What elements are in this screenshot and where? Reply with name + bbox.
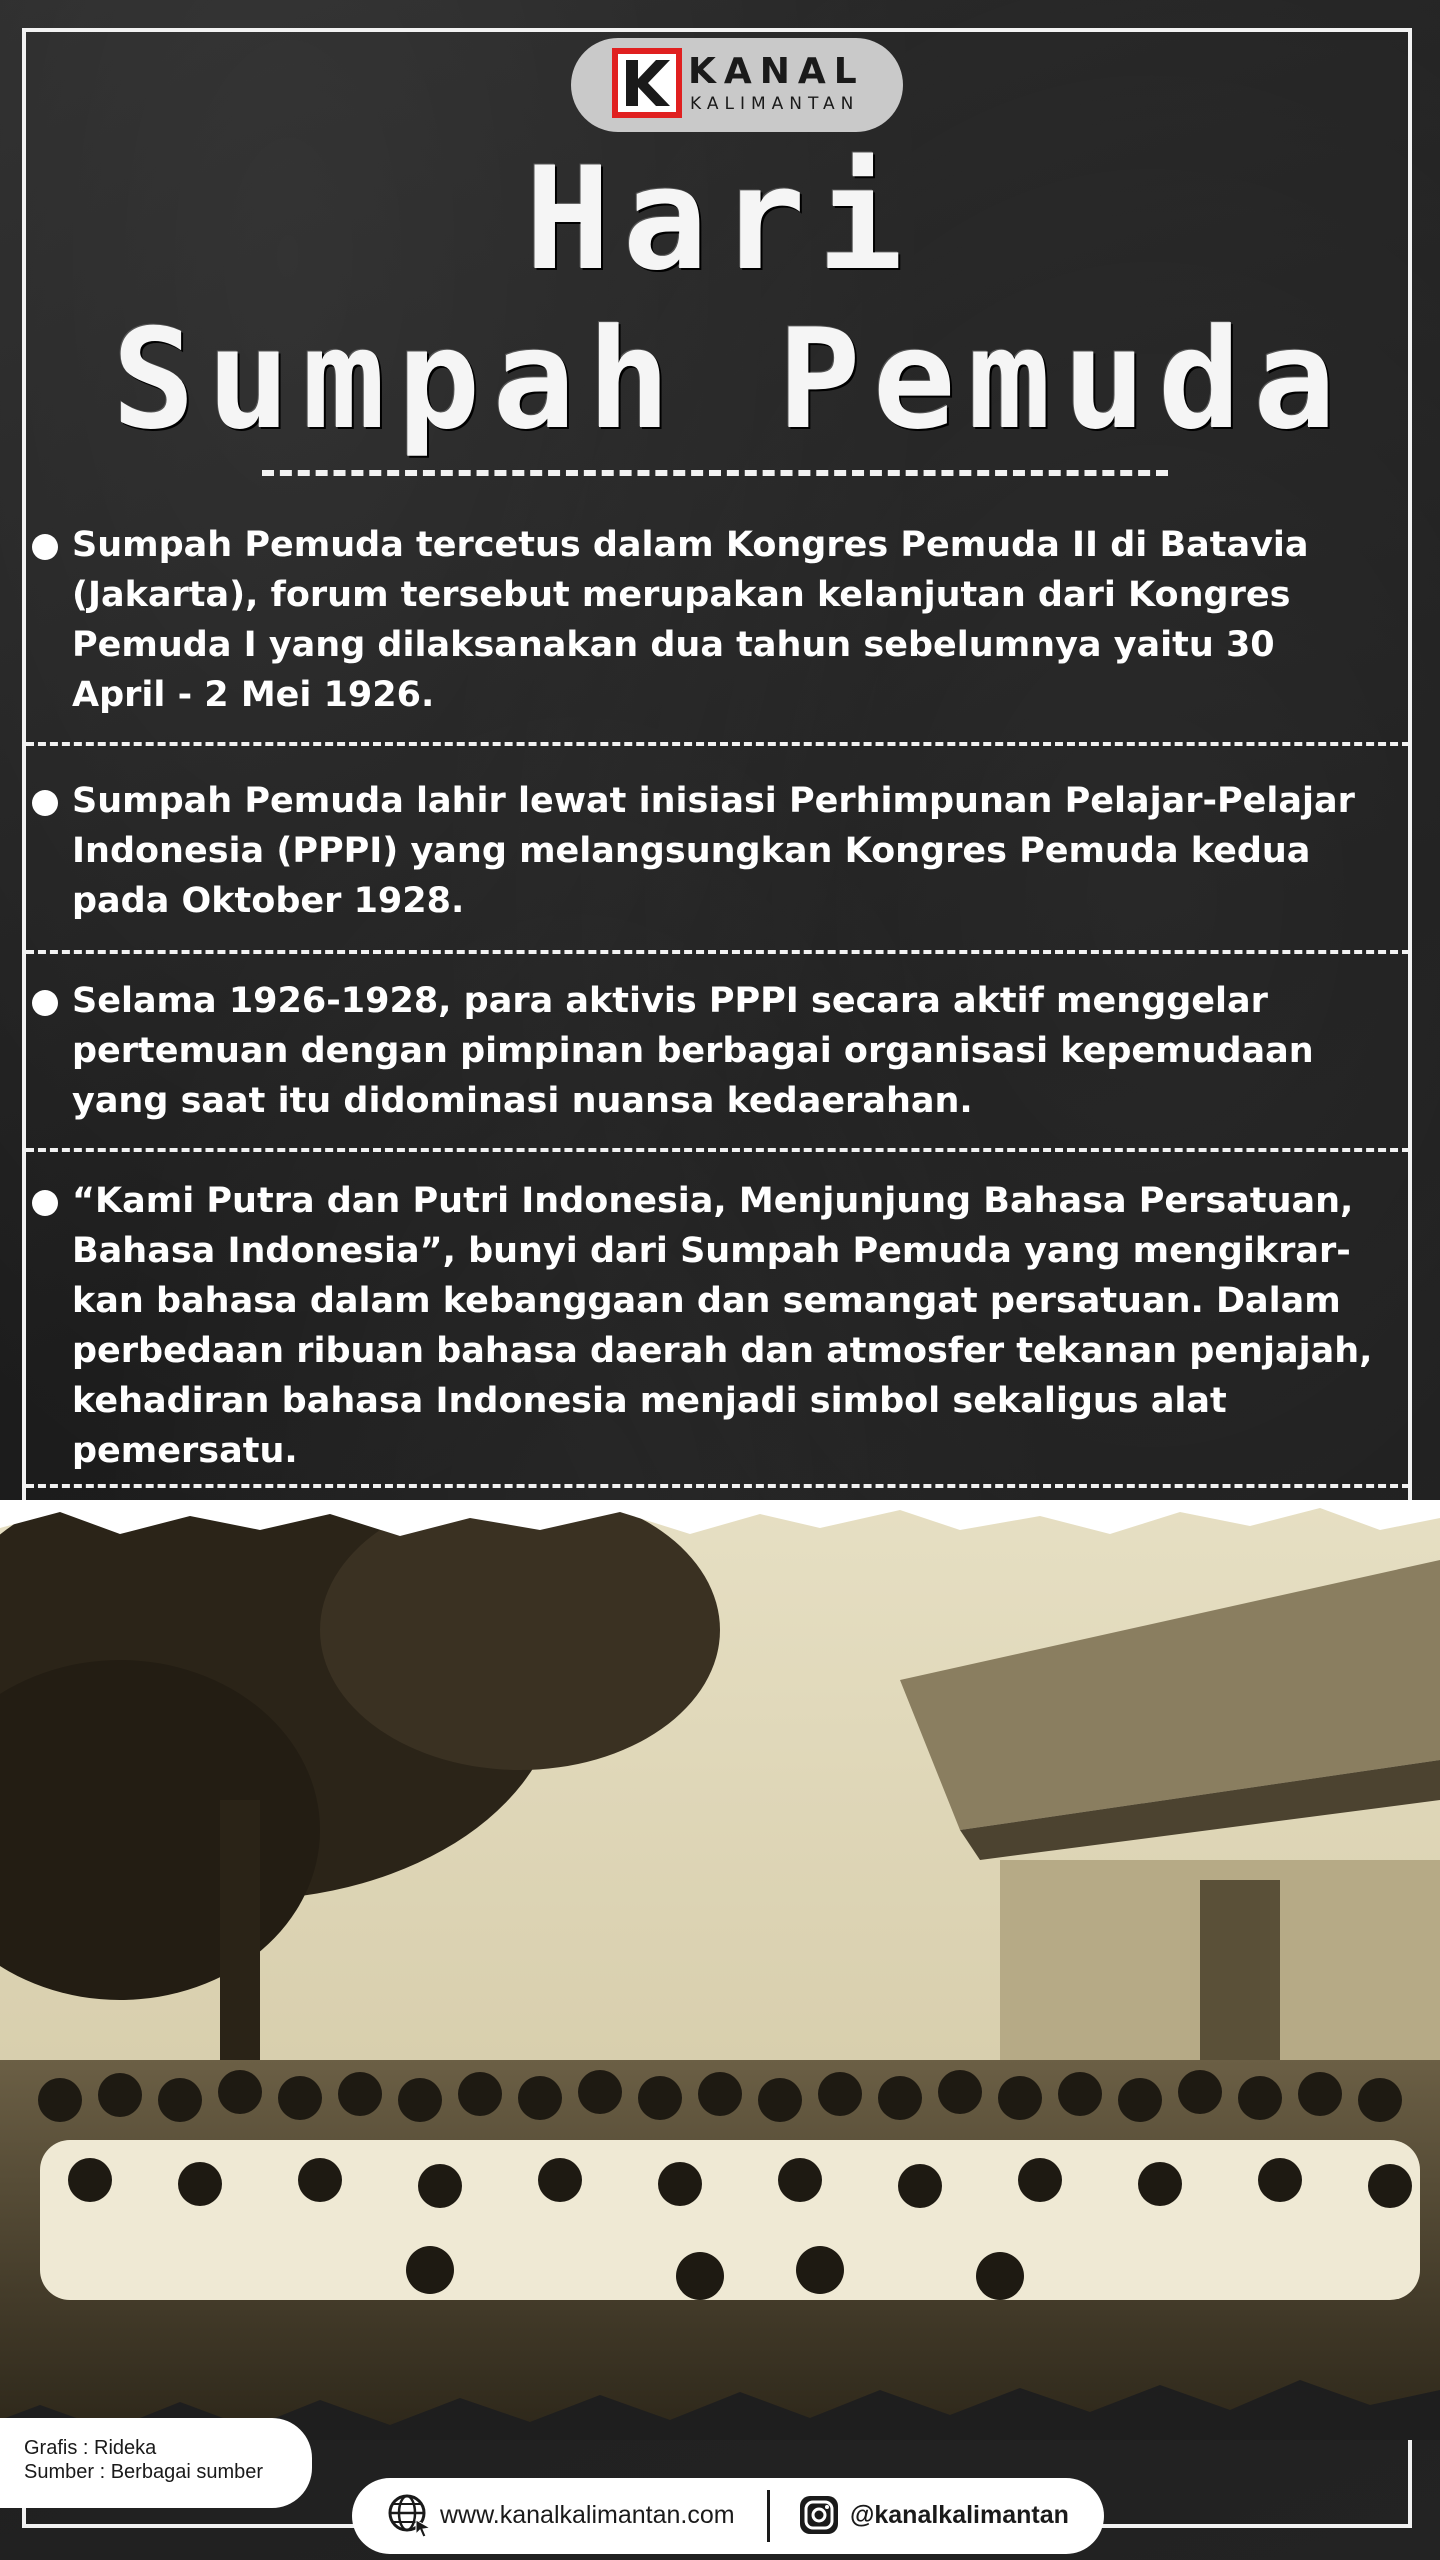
section-divider [26,1148,1410,1152]
bullet-text: “Kami Putra dan Putri Indonesia, Menjunjung Bahasa Persatuan, Bahasa Indonesia”, bunyi dari Sumpah Pemuda yang mengikrar- kan bahasa dalam kebanggaan dan semangat persatuan. Dalam perbedaan ribuan bahasa daerah dan atmosfer tekanan penjajah, kehadiran bahasa Indonesia menjadi simbol sekaligus alat pemersatu. [72,1181,1373,1471]
bullet-dot-icon [32,990,58,1016]
globe-icon [386,2492,432,2538]
page-title-line2: Sumpah Pemuda [111,299,1349,460]
section-divider [26,1484,1410,1488]
section-divider [26,742,1410,746]
kanal-logo-icon [612,48,682,118]
title-divider [262,470,1168,476]
credit-graphic: Grafis : Rideka [24,2437,157,2459]
bullet-dot-icon [32,1190,58,1216]
bullet-dot-icon [32,534,58,560]
instagram-icon [796,2492,842,2538]
website-link[interactable]: www.kanalkalimantan.com [440,2501,735,2529]
bullet-dot-icon [32,790,58,816]
bullet-text: Sumpah Pemuda lahir lewat inisiasi Perhimpunan Pelajar-Pelajar Indonesia (PPPI) yang melangsungkan Kongres Pemuda kedua pada Oktober 1928. [72,781,1355,921]
instagram-handle[interactable]: @kanalkalimantan [850,2501,1069,2529]
section-divider [26,950,1410,954]
brand-subtitle: KALIMANTAN [690,94,860,114]
brand-name: KANAL [688,51,865,92]
credit-source: Sumber : Berbagai sumber [24,2461,264,2483]
historical-photo [0,1500,1440,2440]
bullet-text: Selama 1926-1928, para aktivis PPPI secara aktif menggelar pertemuan dengan pimpinan berbagai organisasi kepemudaan yang saat itu didominasi nuansa kedaerahan. [72,981,1314,1121]
bullet-text: Sumpah Pemuda tercetus dalam Kongres Pemuda II di Batavia (Jakarta), forum tersebut merupakan kelanjutan dari Kongres Pemuda I yang dilaksanakan dua tahun sebelumnya yaitu 30 April - 2 Mei 1926. [72,525,1309,715]
page-title-line1: Hari [525,137,915,302]
footer-divider [767,2490,770,2542]
